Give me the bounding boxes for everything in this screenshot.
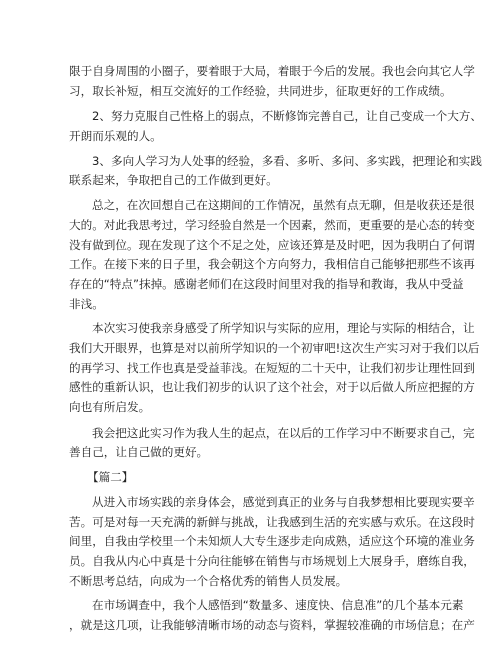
- text-line: 苦。可是对每一天充满的新鲜与挑战，让我感到生活的充实感与欢乐。在这段时: [69, 514, 475, 529]
- paragraph-start: 在市场调查中，我个人感悟到“数量多、速度快、信息准”的几个基本元素: [92, 598, 464, 613]
- text-line: 我们大开眼界，也算是对以前所学知识的一个初审吧!这次生产实习对于我们以后: [69, 341, 480, 355]
- text-line: 向也有所启发。: [69, 400, 151, 414]
- paragraph-start: 总之，在次回想自己在这期间的工作情况，虽然有点无聊，但是收获还是很: [92, 198, 475, 213]
- section-heading: 【篇二】: [87, 470, 134, 485]
- text-line: 不断思考总结，向成为一个合格优秀的销售人员发展。: [69, 573, 348, 588]
- text-line: 限于自身周围的小圈子，要着眼于大局，着眼于今后的发展。我也会向其它人学: [69, 64, 475, 78]
- text-line: 开朗而乐观的人。: [69, 129, 162, 143]
- text-line: 存在的“特点”抹掉。感谢老师们在这段时间里对我的指导和教诲，我从中受益: [69, 276, 464, 291]
- text-line: 善自己，让自己做的更好。: [69, 445, 209, 460]
- paragraph-start: 从进入市场实践的亲身体会，感觉到真正的业务与自我梦想相比要现实要辛: [92, 494, 475, 509]
- text-line: 间里，自我由学校里一个未知烦人大专生逐步走向成熟，适应这个环境的准业务: [69, 534, 475, 549]
- text-line: 工作。在接下来的日子里，我会朝这个方向努力，我相信自己能够把那些不该再: [69, 257, 475, 272]
- text-line: 非浅。: [69, 296, 104, 311]
- text-line: 习，取长补短，相互交流好的工作经验，共同进步，征取更好的工作成绩。: [69, 83, 452, 98]
- list-item-3: 3、多向人学习为人处事的经验，多看、多听、多问、多实践，把理论和实践: [92, 153, 482, 168]
- text-line: 感性的重新认识，也让我们初步的认识了这个社会，对于以后做人所应把握的方: [69, 380, 475, 395]
- text-line: 联系起来，争取把自己的工作做到更好。: [69, 173, 278, 188]
- paragraph-start: 本次实习使我亲身感受了所学知识与实际的应用，理论与实际的相结合，让: [92, 321, 475, 336]
- text-line: 的再学习、找工作也真是受益菲浅。在短短的二十天中，让我们初步让理性回到: [69, 360, 475, 375]
- paragraph-start: 我会把这此实习作为我人生的起点，在以后的工作学习中不断要求自己，完: [92, 425, 475, 440]
- text-line: 没有做到位。现在发现了这个不足之处，应该还算是及时吧，因为我明白了何谓: [69, 237, 475, 252]
- text-line: 大的。对此我思考过，学习经验自然是一个因素，然而，更重要的是心态的转变: [69, 217, 475, 232]
- list-item-2: 2、努力克服自己性格上的弱点，不断修饰完善自己，让自己变成一个大方、: [92, 109, 482, 124]
- text-line: ，就是这几项，让我能够清晰市场的动态与资料，掌握较准确的市场信息；在产: [69, 618, 475, 632]
- text-line: 员。自我从内心中真是十分向往能够在销售与市场规划上大展身手，磨练自我，: [69, 553, 475, 568]
